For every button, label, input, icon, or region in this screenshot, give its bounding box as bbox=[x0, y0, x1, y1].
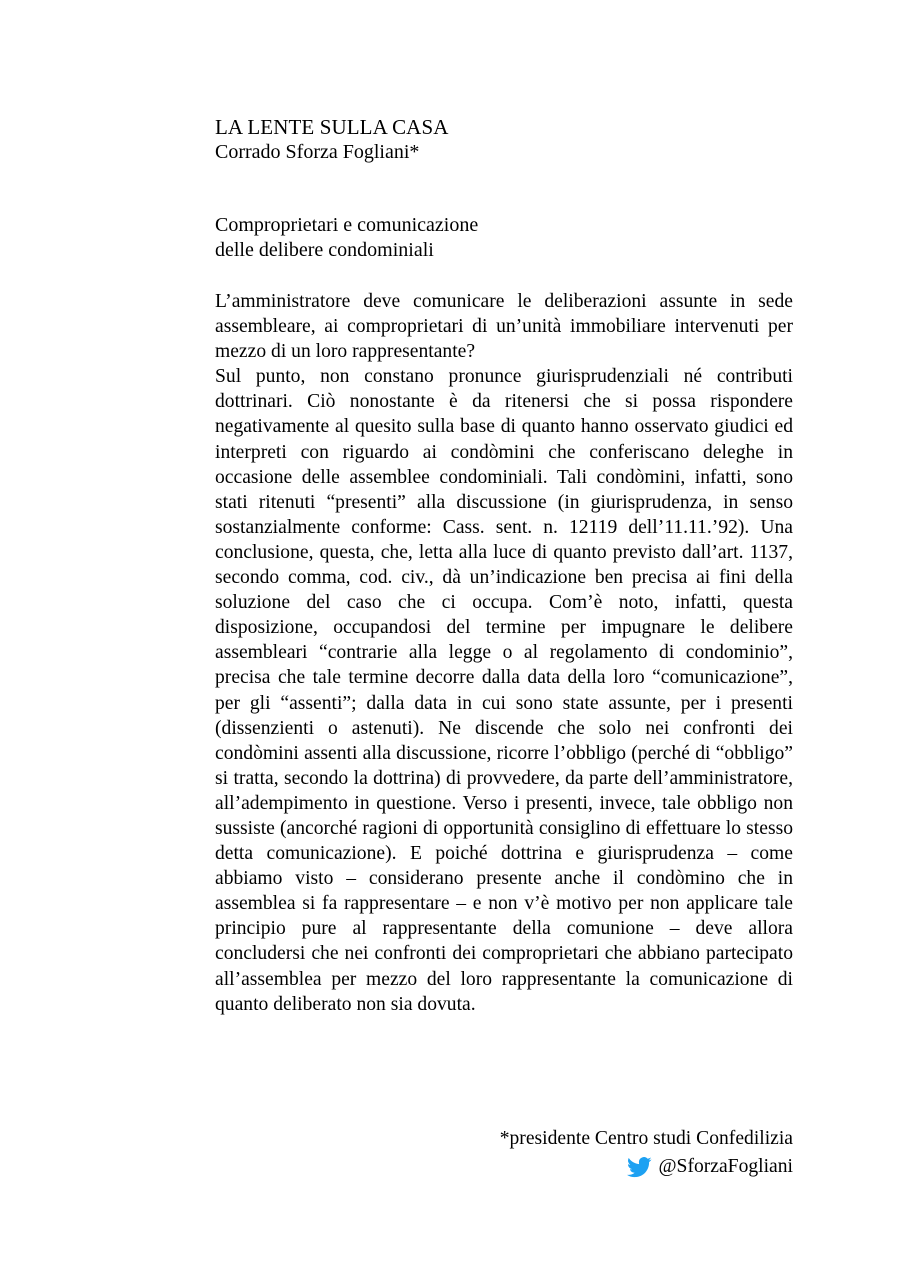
article-body bbox=[215, 289, 793, 1017]
article-footer bbox=[215, 1126, 793, 1179]
article-headline bbox=[215, 213, 793, 263]
headline-line-2: delle delibere condominiali bbox=[215, 239, 434, 261]
masthead bbox=[215, 114, 793, 165]
column-title: LA LENTE SULLA CASA bbox=[215, 115, 449, 139]
headline-line-1: Comproprietari e comunicazione bbox=[215, 214, 479, 236]
author-credit: *presidente Centro studi Confedilizia bbox=[499, 1128, 793, 1149]
body-paragraph: Sul punto, non constano pronunce giurisprudenziali né contributi dottrinari. Ciò nonostante è da ritenersi che si possa rispondere negativamente al quesito sulla base di quanto hanno osservato giudici ed interpreti con riguardo ai condòmini che conferiscano deleghe in occasione delle assemblee condominiali. Tali condòmini, infatti, sono stati ritenuti “presenti” alla discussione (in giurisprudenza, in senso sostanzialmente conforme: Cass. sent. n. 12119 dell’11.11.’92). Una conclusione, questa, che, letta alla luce di quanto previsto dall’art. 1137, secondo comma, cod. civ., dà un’indicazione ben precisa ai fini della soluzione del caso che ci occupa. Com’è noto, infatti, questa disposizione, occupandosi del termine per impugnare le delibere assembleari “contrarie alla legge o al regolamento di condominio”, precisa che tale termine decorre dalla data della loro “comunicazione”, per gli “assenti”; dalla data in cui sono state assunte, per i presenti (dissenzienti o astenuti). Ne discende che solo nei confronti dei condòmini assenti alla discussione, ricorre l’obbligo (perché di “obbligo” si tratta, secondo la dottrina) di provvedere, da parte dell’amministratore, all’adempimento in questione. Verso i presenti, invece, tale obbligo non sussiste (ancorché ragioni di opportunità consiglino di effettuare lo stesso detta comunicazione). E poiché dottrina e giurisprudenza – come abbiamo visto – considerano presente anche il condòmino che in assemblea si fa rappresentare – e non v’è motivo per non applicare tale principio pure al rappresentante della comunione – deve allora concludersi che nei confronti dei comproprietari che abbiano partecipato all’assemblea per mezzo del loro rappresentante la comunicazione di quanto deliberato non sia dovuta. bbox=[215, 366, 793, 1015]
twitter-bird-icon bbox=[627, 1157, 652, 1178]
twitter-handle: @SforzaFogliani bbox=[658, 1155, 793, 1177]
author-byline: Corrado Sforza Fogliani* bbox=[215, 141, 420, 163]
body-paragraph: L’amministratore deve comunicare le deliberazioni assunte in sede assembleare, ai comproprietari di un’unità immobiliare intervenuti per mezzo di un loro rappresentante? bbox=[215, 291, 793, 363]
social-handle-row bbox=[215, 1154, 793, 1180]
